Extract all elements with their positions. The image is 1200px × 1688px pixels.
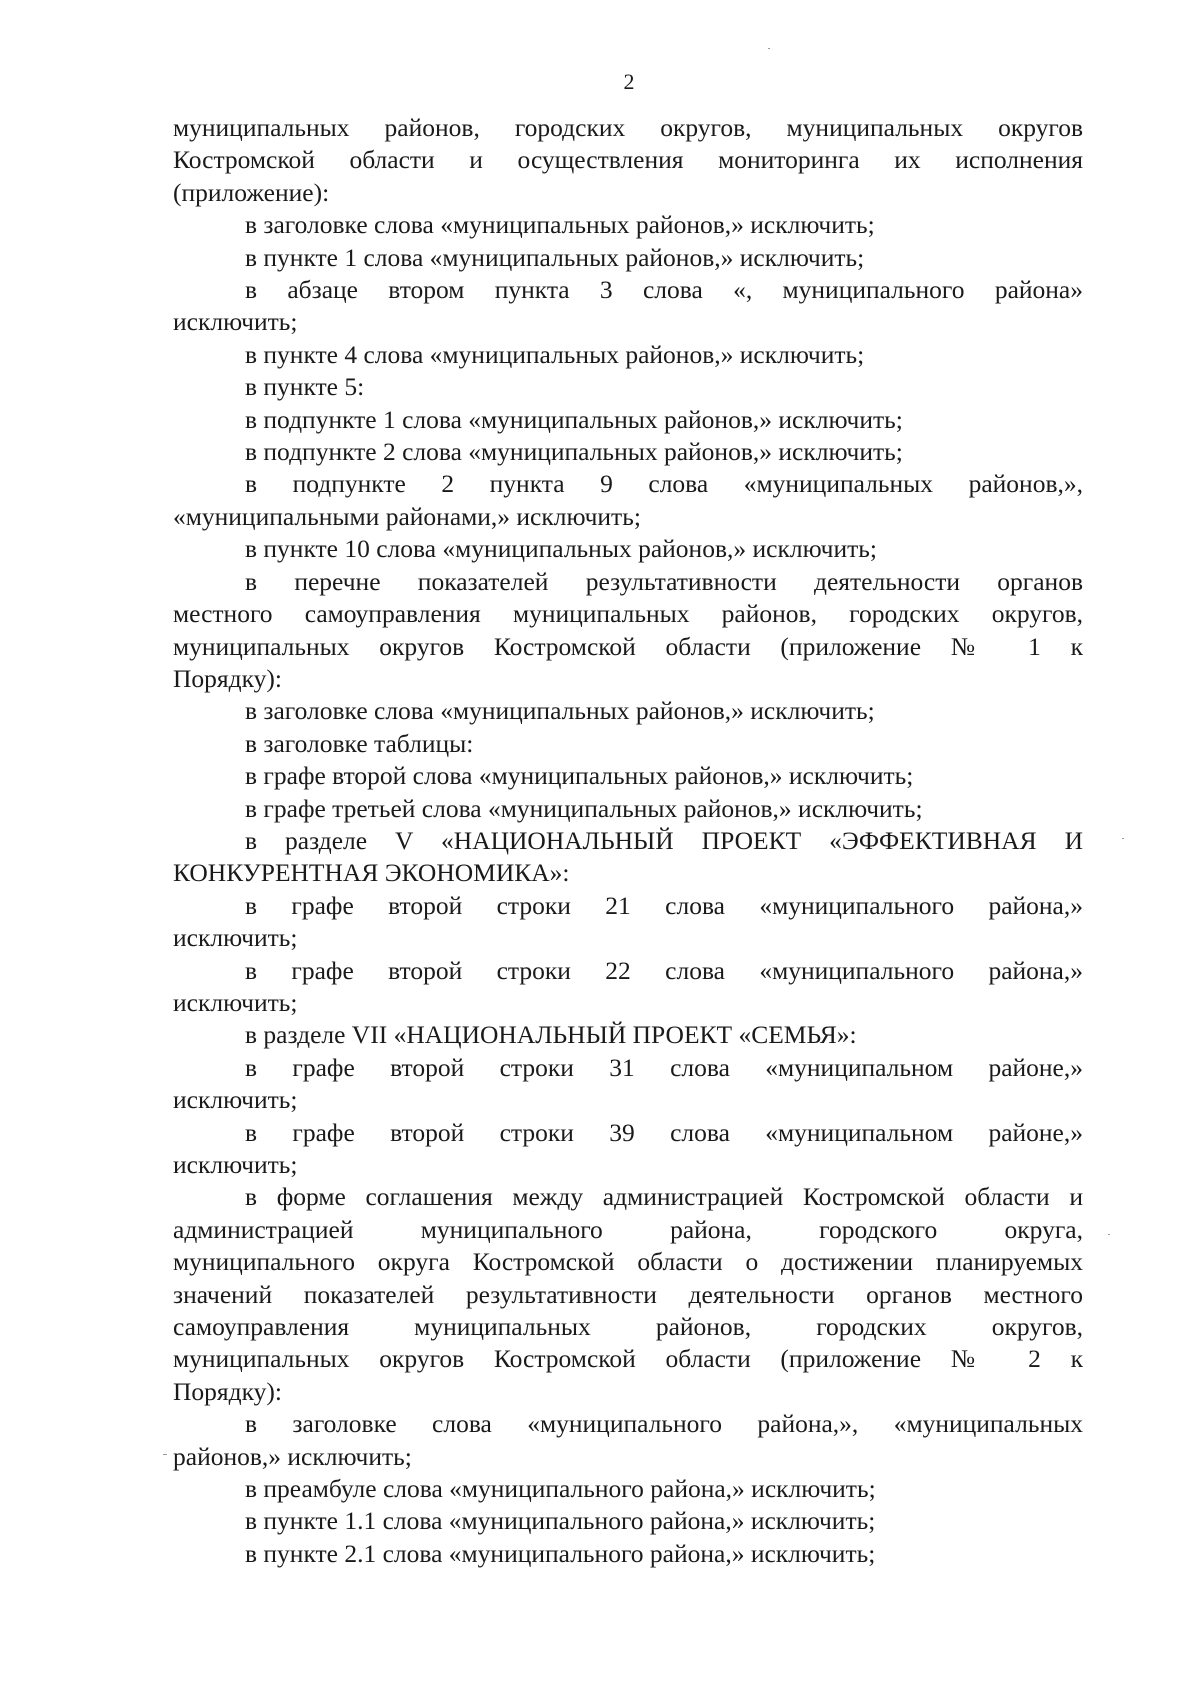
text-line: в графе второй строки 39 слова «муниципальном районе,» [245, 1117, 1083, 1147]
text-line: в подпункте 1 слова «муниципальных районов,» исключить; [245, 404, 903, 434]
text-line: Порядку): [173, 1376, 282, 1406]
text-line: Порядку): [173, 663, 282, 693]
text-line: в абзаце втором пункта 3 слова «, муниципального района» [245, 275, 1083, 305]
text-line: в заголовке слова «муниципальных районов,» исключить; [245, 210, 875, 240]
text-line: муниципальных округов Костромской области (приложение № 2 к [173, 1344, 1083, 1374]
text-line: в графе второй строки 31 слова «муниципальном районе,» [245, 1052, 1083, 1082]
text-line: районов,» исключить; [173, 1441, 412, 1471]
text-line: в пункте 5: [245, 372, 365, 402]
text-line: исключить; [173, 923, 298, 953]
text-line: в разделе V «НАЦИОНАЛЬНЫЙ ПРОЕКТ «ЭФФЕКТИВНАЯ И [245, 825, 1083, 855]
text-line: в пункте 4 слова «муниципальных районов,» исключить; [245, 339, 865, 369]
text-line: муниципальных районов, городских округов, муниципальных округов [173, 113, 1083, 142]
text-line: исключить; [173, 1150, 298, 1179]
scan-speck [1108, 1234, 1110, 1235]
text-line: исключить; [173, 1085, 298, 1115]
text-line: в пункте 1 слова «муниципальных районов,» исключить; [245, 242, 865, 272]
text-line: в пункте 10 слова «муниципальных районов,» исключить; [245, 534, 877, 564]
scan-speck [1122, 838, 1124, 839]
text-line: администрацией муниципального района, городского округа, [173, 1214, 1083, 1244]
text-line: «муниципальными районами,» исключить; [173, 501, 641, 531]
text-line: в подпункте 2 слова «муниципальных районов,» исключить; [245, 437, 903, 467]
text-line: в пункте 1.1 слова «муниципального района,» исключить; [245, 1506, 876, 1536]
text-line: муниципальных округов Костромской области (приложение № 1 к [173, 631, 1083, 661]
text-line: в заголовке слова «муниципального района,», «муниципальных [245, 1409, 1083, 1439]
text-line: в преамбуле слова «муниципального района,» исключить; [245, 1474, 876, 1504]
text-line: в графе второй строки 21 слова «муниципального района,» [245, 890, 1083, 920]
scan-speck [768, 48, 770, 49]
scan-speck [163, 1454, 167, 1455]
text-line: самоуправления муниципальных районов, городских округов, [173, 1312, 1083, 1342]
text-line: (приложение): [173, 177, 330, 207]
text-line: КОНКУРЕНТНАЯ ЭКОНОМИКА»: [173, 858, 570, 888]
text-line: в графе третьей слова «муниципальных районов,» исключить; [245, 793, 923, 823]
text-line: значений показателей результативности деятельности органов местного [173, 1279, 1083, 1309]
text-line: в графе второй строки 22 слова «муниципального района,» [245, 955, 1083, 985]
text-line: муниципального округа Костромской области о достижении планируемых [173, 1247, 1083, 1277]
text-line: в перечне показателей результативности деятельности органов [245, 566, 1083, 596]
text-line: местного самоуправления муниципальных районов, городских округов, [173, 599, 1083, 629]
text-line: в разделе VII «НАЦИОНАЛЬНЫЙ ПРОЕКТ «СЕМЬЯ»: [245, 1020, 857, 1050]
text-line: в подпункте 2 пункта 9 слова «муниципальных районов,», [245, 469, 1083, 499]
page-number: 2 [623, 69, 635, 94]
text-line: в графе второй слова «муниципальных районов,» исключить; [245, 761, 914, 791]
text-line: в заголовке таблицы: [245, 728, 474, 758]
text-line: исключить; [173, 987, 298, 1017]
text-line: исключить; [173, 307, 298, 337]
text-line: Костромской области и осуществления мониторинга их исполнения [173, 145, 1083, 175]
text-line: в пункте 2.1 слова «муниципального района,» исключить; [245, 1538, 876, 1568]
document-body [173, 112, 1083, 1570]
text-line: в заголовке слова «муниципальных районов,» исключить; [245, 696, 875, 726]
text-line: в форме соглашения между администрацией Костромской области и [245, 1182, 1083, 1212]
